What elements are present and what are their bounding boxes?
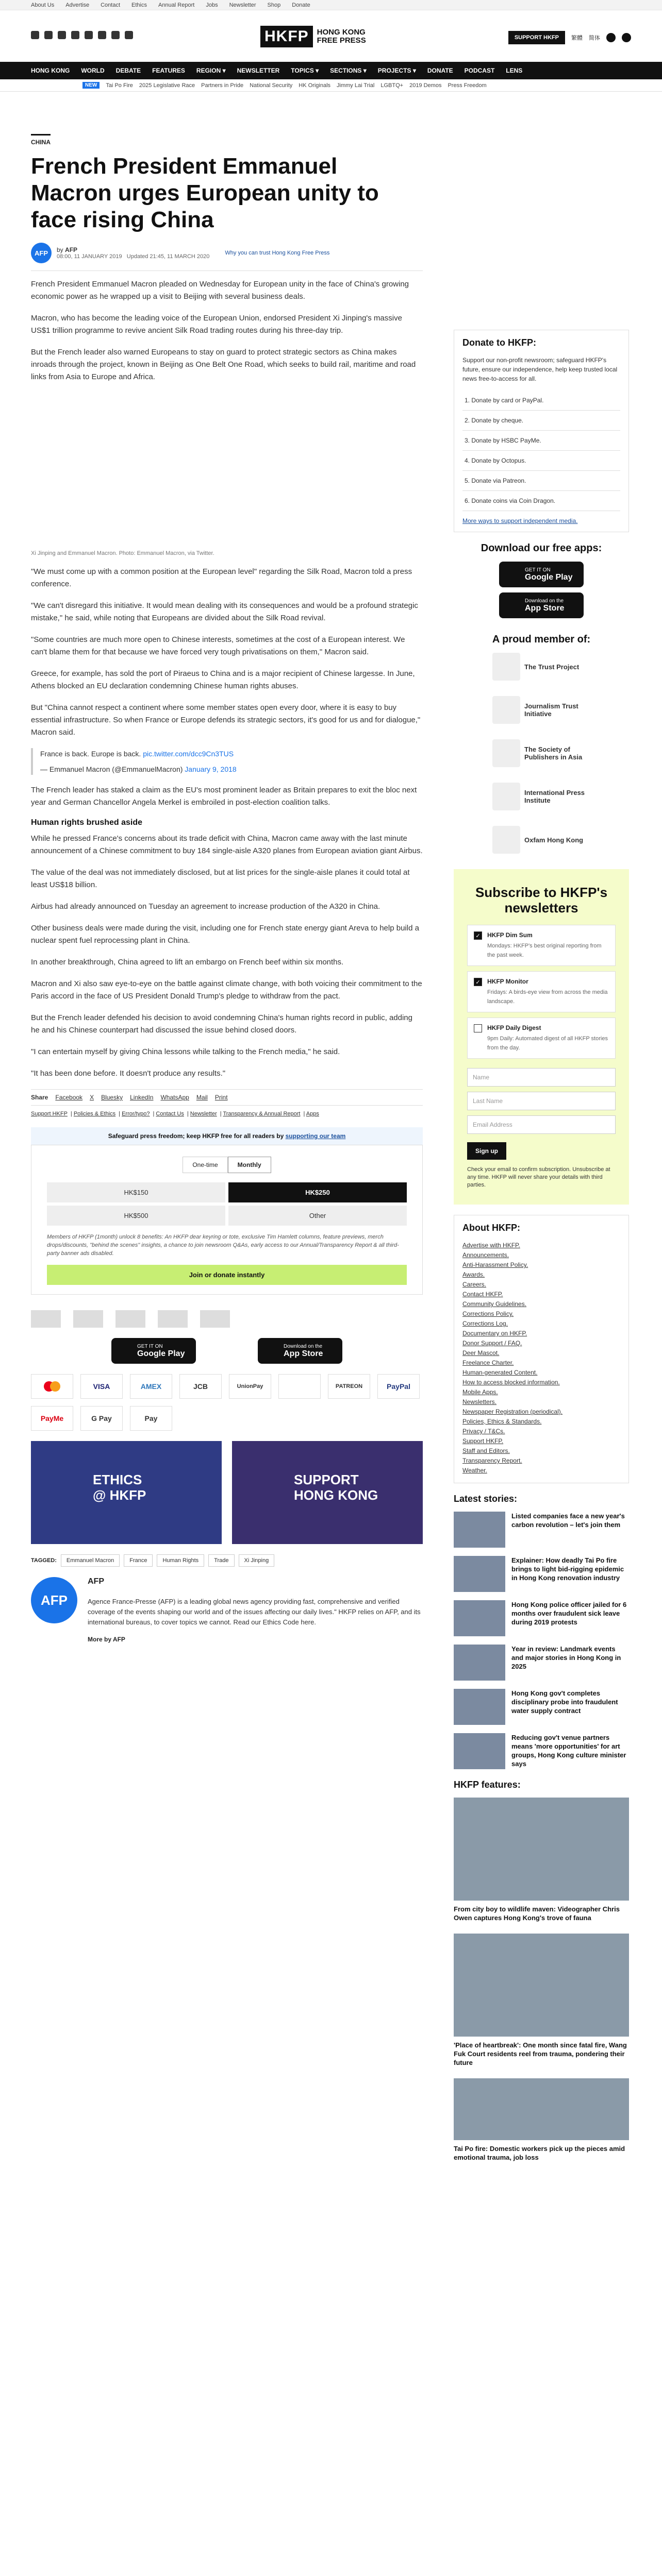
image-caption: Xi Jinping and Emmanuel Macron. Photo: Emmanuel Macron, via Twitter.	[31, 550, 214, 556]
story-thumbnail	[454, 1645, 505, 1681]
about-link[interactable]: Corrections Log.	[462, 1320, 508, 1327]
divider	[31, 270, 423, 271]
mastercard-icon	[31, 1374, 73, 1399]
ipi-logo	[158, 1310, 188, 1328]
article-image	[31, 393, 423, 547]
ethics-banner[interactable]: ETHICS @ HKFP	[31, 1441, 222, 1544]
support-hk-banner[interactable]: SUPPORT HONG KONG	[232, 1441, 423, 1544]
share-label: Share	[31, 1094, 48, 1101]
trust-project-icon	[492, 653, 520, 681]
account-icon[interactable]	[606, 33, 616, 42]
social-icons	[31, 31, 133, 39]
lang-tc-link[interactable]: 繁體	[571, 35, 583, 41]
share-whatsapp[interactable]: WhatsApp	[160, 1094, 189, 1101]
apple-pay-icon: Pay	[130, 1406, 172, 1431]
newsletter-fine-print: Check your email to confirm subscription. Unsubscribe at any time. HKFP will never share your details with third parties.	[467, 1166, 610, 1188]
paragraph: But the French leader defended his decision to avoid condemning China's human rights record in public, adding he and his Chinese counterpart had discussed the issue behind closed doors.	[31, 1013, 412, 1035]
amount-option[interactable]: HK$150	[47, 1182, 225, 1202]
share-print[interactable]: Print	[214, 1094, 228, 1101]
paragraph: Greece, for example, has sold the port of Piraeus to China and is a major recipient of Chinese largesse. In June, Athens blocked an EU declaration condemning Chinese human rights abuses.	[31, 669, 415, 690]
tweet-link[interactable]: pic.twitter.com/dcc9Cn3TUS	[143, 750, 234, 758]
oxfam-logo	[200, 1310, 230, 1328]
last-name-field[interactable]: Last Name	[467, 1092, 616, 1110]
facebook-icon[interactable]	[31, 31, 39, 39]
updated-date: Updated 21:45, 11 MARCH 2020	[126, 253, 210, 260]
features-list	[454, 1798, 629, 2162]
visa-icon: VISA	[80, 1374, 123, 1399]
paragraph: "We must come up with a common position at the European level" regarding the Silk Road, Macron told a press conference.	[31, 567, 412, 588]
features-title: HKFP features:	[454, 1780, 521, 1790]
author-box-name[interactable]: AFP	[88, 1577, 104, 1586]
sopa-logo	[115, 1310, 145, 1328]
about-link[interactable]: Support HKFP.	[462, 1437, 504, 1445]
about-link[interactable]: Deer Mascot.	[462, 1349, 500, 1357]
signup-button[interactable]: Sign up	[467, 1142, 506, 1160]
tweet-date[interactable]: January 9, 2018	[185, 765, 237, 773]
about-link[interactable]: Privacy / T&Cs.	[462, 1428, 505, 1435]
amount-grid	[47, 1182, 407, 1226]
about-link[interactable]: Announcements.	[462, 1251, 509, 1259]
threads-icon[interactable]	[71, 31, 79, 39]
paragraph: But the French leader also warned Europeans to stay on guard to protect strategic sectors as China makes inroads through the project, known in Beijing as One Belt One Road, which seeks to build rail, maritime and road links from Asia to Europe and Africa.	[31, 348, 416, 381]
paragraph: But "China cannot respect a continent where some member states open every door, where it is easy to buy essential infrastructure. So when France or Europe defends its strategic sectors, it's good for us and for dialogue," Macron said.	[31, 703, 421, 737]
top-link-about[interactable]: About Us	[31, 2, 55, 8]
about-link[interactable]: Newspaper Registration (periodical).	[462, 1408, 563, 1415]
why-trust-link[interactable]: Why you can trust Hong Kong Free Press	[225, 250, 330, 256]
footer-link[interactable]: Newsletter	[190, 1111, 217, 1117]
byline-by: by	[57, 246, 63, 253]
share-x[interactable]: X	[90, 1094, 94, 1101]
support-button[interactable]: SUPPORT HKFP	[508, 31, 565, 44]
tag-list	[31, 1554, 423, 1567]
newsletter-title: Subscribe to HKFP's newsletters	[475, 885, 608, 916]
checkbox-checked[interactable]: ✓	[474, 978, 482, 986]
donate-option[interactable]: 6. Donate coins via Coin Dragon.	[462, 491, 620, 511]
article-title: French President Emmanuel Macron urges European unity to face rising China	[31, 154, 379, 232]
top-link-ethics[interactable]: Ethics	[131, 2, 147, 8]
paragraph: "We can't disregard this initiative. It would mean dealing with its consequences and would be a profound strategic mistake," he said, while noting that Europeans are divided about the Silk Road revival.	[31, 601, 418, 622]
trust-project-logo	[31, 1310, 61, 1328]
category-label[interactable]: CHINA	[31, 134, 51, 146]
about-link[interactable]: Newsletters.	[462, 1398, 497, 1405]
footer-link[interactable]: Support HKFP	[31, 1111, 68, 1117]
latest-list	[454, 1512, 629, 1769]
donate-option[interactable]: 4. Donate by Octopus.	[462, 451, 620, 471]
trending-link[interactable]: HK Originals	[299, 82, 331, 89]
support-banner-text: Safeguard press freedom; keep HKFP free for all readers by	[108, 1132, 284, 1140]
amount-option[interactable]: HK$500	[47, 1206, 225, 1226]
proud-member-title: A proud member of:	[492, 634, 591, 645]
payment-methods	[31, 1374, 423, 1431]
about-link[interactable]: Policies, Ethics & Standards.	[462, 1418, 542, 1425]
author-box-avatar[interactable]: AFP	[31, 1577, 77, 1623]
paragraph: The value of the deal was not immediately disclosed, but at list prices for the single-aisle planes it could total at least US$18 billion.	[31, 868, 410, 889]
embedded-tweet	[31, 748, 423, 775]
feature-image	[454, 1798, 629, 1901]
section-heading: Human rights brushed aside	[31, 818, 143, 827]
member-list	[454, 653, 629, 854]
tag[interactable]: Emmanuel Macron	[61, 1554, 120, 1567]
apps-title: Download our free apps:	[481, 543, 602, 554]
donate-option[interactable]: 2. Donate by cheque.	[462, 411, 620, 431]
jti-icon	[492, 696, 520, 724]
paragraph: The French leader has staked a claim as the EU's most prominent leader as Britain prepares to exit the bloc next year and German Chancellor Angela Merkel is embroiled in post-election coalition talks.	[31, 786, 417, 807]
story-thumbnail	[454, 1556, 505, 1592]
name-field[interactable]: Name	[467, 1068, 616, 1087]
about-link[interactable]: Advertise with HKFP.	[462, 1242, 520, 1249]
sidebar	[454, 330, 629, 2173]
share-mail[interactable]: Mail	[196, 1094, 208, 1101]
apps-list	[454, 562, 629, 618]
paypal-icon: PayPal	[377, 1374, 420, 1399]
nav-podcast[interactable]: PODCAST	[464, 67, 495, 74]
author-box	[31, 1577, 423, 1644]
logo-mark: HKFP	[260, 26, 313, 47]
about-links	[462, 1241, 620, 1476]
trending-link[interactable]: Jimmy Lai Trial	[337, 82, 375, 89]
telegram-icon[interactable]	[111, 31, 120, 39]
byline	[31, 243, 423, 263]
paragraph: "I can entertain myself by giving China lessons while talking to the French media," he said.	[31, 1047, 340, 1056]
top-link-newsletter[interactable]: Newsletter	[229, 2, 256, 8]
feature-image	[454, 1934, 629, 2037]
bluesky-icon[interactable]	[125, 31, 133, 39]
checkbox-unchecked[interactable]	[474, 1024, 482, 1032]
app-store-badge[interactable]: Download on the App Store	[258, 1338, 342, 1364]
newsletter-option[interactable]: ✓ HKFP Monitor Fridays: A birds-eye view from across the media landscape.	[467, 971, 616, 1012]
share-facebook[interactable]: Facebook	[55, 1094, 83, 1101]
member-oxfam[interactable]: Oxfam Hong Kong	[492, 826, 590, 854]
google-play-badge[interactable]: GET IT ON Google Play	[499, 562, 584, 587]
more-ways-link[interactable]: More ways to support independent media.	[462, 517, 578, 524]
share-bluesky[interactable]: Bluesky	[101, 1094, 123, 1101]
newsletter-option[interactable]: HKFP Daily Digest 9pm Daily: Automated digest of all HKFP stories from the day.	[467, 1018, 616, 1059]
tag[interactable]: France	[124, 1554, 153, 1567]
author-bio: Agence France-Presse (AFP) is a leading global news agency providing fast, comprehensive and verified coverage of the events shaping our world and of the issues affecting our daily lives." HKFP relies on AFP, and its international bureaus, to cover topics we cannot. Read our Ethics Code here.	[88, 1598, 421, 1626]
member-jti[interactable]: Journalism Trust Initiative	[492, 696, 590, 724]
byline-author[interactable]: AFP	[65, 246, 78, 253]
paragraph: Other business deals were made during the visit, including one for French state energy giant Areva to help build a nuclear spent fuel reprocessing plant in China.	[31, 924, 419, 945]
about-link[interactable]: Transparency Report.	[462, 1457, 522, 1464]
ipi-icon	[492, 783, 520, 810]
about-link[interactable]: Mobile Apps.	[462, 1388, 498, 1396]
trending-link[interactable]: LGBTQ+	[380, 82, 404, 89]
nav-sections[interactable]: SECTIONS ▾	[330, 67, 367, 74]
frequency-toggle	[47, 1157, 407, 1173]
jcb-icon: JCB	[179, 1374, 222, 1399]
nav-projects[interactable]: PROJECTS ▾	[377, 67, 416, 74]
lang-sc-link[interactable]: 简体	[589, 35, 600, 41]
email-field[interactable]: Email Address	[467, 1115, 616, 1134]
paragraph: French President Emmanuel Macron pleaded on Wednesday for European unity in the face of China's growing economic power as he wrapped up a visit to Beijing with several business deals.	[31, 280, 409, 301]
trending-bar	[0, 79, 662, 92]
membership-note: Members of HKFP (1month) unlock 8 benefits: An HKFP dear keyring or tote, exclusive Tim Hamlett columns, feature previews, merch drops/discounts, "behind the scenes" insights, a chance to join newsroom Q&As, early access to our Annual/Transparency Report & all third-party banner ads disabled.	[47, 1234, 399, 1257]
donate-widget	[31, 1145, 423, 1295]
tag[interactable]: Trade	[208, 1554, 234, 1567]
story-thumbnail	[454, 1689, 505, 1725]
tweet-text: France is back. Europe is back.	[40, 750, 141, 758]
google-pay-icon: G Pay	[80, 1406, 123, 1431]
top-link-donate[interactable]: Donate	[292, 2, 310, 8]
latest-story[interactable]: Listed companies face a new year's carbon revolution – let's join them	[454, 1512, 629, 1548]
about-link[interactable]: Awards.	[462, 1271, 485, 1278]
about-link[interactable]: Donor Support / FAQ.	[462, 1340, 522, 1347]
top-link-jobs[interactable]: Jobs	[206, 2, 218, 8]
latest-title: Latest stories:	[454, 1494, 518, 1504]
donate-option[interactable]: 5. Donate via Patreon.	[462, 471, 620, 491]
paragraph: Macron and Xi also saw eye-to-eye on the battle against climate change, with both voicing their commitment to the Paris accord in the face of US President Donald Trump's pledge to withdraw from the pact.	[31, 979, 422, 1001]
trending-link[interactable]: 2019 Demos	[409, 82, 442, 89]
about-link[interactable]: Community Guidelines.	[462, 1300, 527, 1308]
nav-features[interactable]: FEATURES	[152, 67, 185, 74]
nav-world[interactable]: WORLD	[81, 67, 105, 74]
newsletter-option[interactable]: ✓ HKFP Dim Sum Mondays: HKFP's best original reporting from the past week.	[467, 925, 616, 966]
checkbox-checked[interactable]: ✓	[474, 931, 482, 940]
about-link[interactable]: Weather.	[462, 1467, 487, 1474]
publish-date: 08:00, 11 JANUARY 2019	[57, 253, 122, 260]
feature-story[interactable]: From city boy to wildlife maven: Videographer Chris Owen captures Hong Kong's trove of fauna	[454, 1798, 629, 1922]
trending-link[interactable]: Tai Po Fire	[106, 82, 133, 89]
paragraph: Macron, who has become the leading voice of the European Union, endorsed President Xi Jinping's massive US$1 trillion programme to revive ancient Silk Road trading routes during his three-day trip.	[31, 314, 402, 335]
about-link[interactable]: Documentary on HKFP.	[462, 1330, 527, 1337]
footer-link[interactable]: Transparency & Annual Report	[223, 1111, 301, 1117]
search-icon[interactable]	[622, 33, 631, 42]
x-icon[interactable]	[44, 31, 53, 39]
feature-story[interactable]: 'Place of heartbreak': One month since fatal fire, Wang Fuk Court residents reel from trauma, pondering their future	[454, 1934, 629, 2067]
donate-option[interactable]: 1. Donate by card or PayPal.	[462, 391, 620, 411]
about-link[interactable]: Human-generated Content.	[462, 1369, 538, 1376]
monthly-option[interactable]: Monthly	[228, 1157, 271, 1173]
tag[interactable]: Xi Jinping	[239, 1554, 275, 1567]
nav-hong-kong[interactable]: HONG KONG	[31, 67, 70, 74]
latest-story[interactable]: Year in review: Landmark events and major stories in Hong Kong in 2025	[454, 1645, 629, 1681]
main-nav	[0, 62, 662, 79]
paragraph: "Some countries are much more open to Chinese interests, sometimes at the cost of a European interest. We can't blame them for that because we have forced very tough privatisations on them," Macron said.	[31, 635, 405, 656]
header-actions	[508, 31, 631, 44]
nav-topics[interactable]: TOPICS ▾	[291, 67, 319, 74]
about-link[interactable]: Anti-Harassment Policy.	[462, 1261, 528, 1268]
more-by-author-link[interactable]: More by AFP	[88, 1636, 125, 1643]
about-link[interactable]: Contact HKFP.	[462, 1291, 503, 1298]
paragraph: While he pressed France's concerns about its trade deficit with China, Macron came away with the last minute announcement of a Chinese commitment to buy 184 single-aisle A320 planes from European aviation giant Airbus.	[31, 834, 423, 855]
octopus-icon	[278, 1374, 321, 1399]
trending-link[interactable]: National Security	[250, 82, 293, 89]
new-badge: NEW	[82, 82, 100, 89]
story-thumbnail	[454, 1733, 505, 1769]
join-button[interactable]: Join or donate instantly	[47, 1265, 407, 1285]
nav-debate[interactable]: DEBATE	[115, 67, 141, 74]
top-link-advertise[interactable]: Advertise	[65, 2, 90, 8]
footer-link[interactable]: Policies & Ethics	[73, 1111, 116, 1117]
member-sopa[interactable]: The Society of Publishers in Asia	[492, 739, 590, 767]
latest-story[interactable]: Explainer: How deadly Tai Po fire brings to light bid-rigging epidemic in Hong Kong renovation industry	[454, 1556, 629, 1592]
amount-option-selected[interactable]: HK$250	[228, 1182, 407, 1202]
feature-image	[454, 2078, 629, 2140]
story-thumbnail	[454, 1512, 505, 1548]
newsletter-box	[454, 869, 629, 1205]
member-logos-row	[31, 1310, 423, 1328]
support-banner	[31, 1127, 423, 1145]
promo-banners	[31, 1441, 423, 1544]
nav-newsletter[interactable]: NEWSLETTER	[237, 67, 280, 74]
paragraph: "It has been done before. It doesn't produce any results."	[31, 1069, 226, 1078]
amex-icon: AMEX	[130, 1374, 172, 1399]
header	[0, 10, 662, 62]
about-box	[454, 1215, 629, 1483]
instagram-icon[interactable]	[58, 31, 66, 39]
about-link[interactable]: How to access blocked information.	[462, 1379, 560, 1386]
linkedin-icon[interactable]	[98, 31, 106, 39]
member-trust-project[interactable]: The Trust Project	[492, 653, 590, 681]
site-logo[interactable]	[260, 26, 366, 47]
footer-link[interactable]: Error/typo?	[122, 1111, 150, 1117]
top-link-annual-report[interactable]: Annual Report	[158, 2, 195, 8]
donate-option[interactable]: 3. Donate by HSBC PayMe.	[462, 431, 620, 451]
support-team-link[interactable]: supporting our team	[285, 1132, 346, 1140]
about-link[interactable]: Corrections Policy.	[462, 1310, 514, 1317]
latest-story[interactable]: Hong Kong police officer jailed for 6 months over fraudulent sick leave during 2019 protests	[454, 1600, 629, 1636]
top-utility-bar	[0, 0, 662, 10]
feature-story[interactable]: Tai Po fire: Domestic workers pick up the pieces amid emotional trauma, job loss	[454, 2078, 629, 2162]
tweet-author: — Emmanuel Macron (@EmmanuelMacron)	[40, 765, 183, 773]
donate-title: Donate to HKFP:	[462, 337, 536, 348]
story-thumbnail	[454, 1600, 505, 1636]
oxfam-icon	[492, 826, 520, 854]
payme-icon: PayMe	[31, 1406, 73, 1431]
footer-link[interactable]: Apps	[306, 1111, 319, 1117]
trending-link[interactable]: 2025 Legislative Race	[139, 82, 195, 89]
article-footer-links: Support HKFP | Policies & Ethics | Error/typo? | Contact Us | Newsletter | Transparency & Annual Report | Apps	[31, 1111, 319, 1117]
nav-donate[interactable]: DONATE	[427, 67, 453, 74]
app-badges-row	[31, 1338, 423, 1364]
sopa-icon	[492, 739, 520, 767]
amount-option[interactable]: Other	[228, 1206, 407, 1226]
top-link-contact[interactable]: Contact	[101, 2, 121, 8]
share-bar	[31, 1089, 423, 1106]
unionpay-icon: UnionPay	[229, 1374, 271, 1399]
about-link[interactable]: Staff and Editors.	[462, 1447, 510, 1454]
latest-story[interactable]: Reducing gov't venue partners means 'more opportunities' for art groups, Hong Kong culture minister says	[454, 1733, 629, 1769]
donate-box	[454, 330, 629, 532]
jti-logo	[73, 1310, 103, 1328]
app-store-badge[interactable]: Download on the App Store	[499, 592, 584, 618]
patreon-icon: PATREON	[328, 1374, 370, 1399]
author-avatar[interactable]: AFP	[31, 243, 52, 263]
one-time-option[interactable]: One-time	[183, 1157, 227, 1173]
trending-link[interactable]: Partners in Pride	[201, 82, 244, 89]
donate-lead: Support our non-profit newsroom; safeguard HKFP's future, ensure our independence, help keep trusted local news free-to-access for all.	[462, 357, 618, 382]
member-ipi[interactable]: International Press Institute	[492, 783, 590, 810]
tagged-label: TAGGED:	[31, 1557, 57, 1564]
tag[interactable]: Human Rights	[157, 1554, 204, 1567]
top-link-shop[interactable]: Shop	[267, 2, 281, 8]
footer-link[interactable]: Contact Us	[156, 1111, 184, 1117]
trending-link[interactable]: Press Freedom	[448, 82, 487, 89]
about-title: About HKFP:	[462, 1223, 520, 1233]
about-link[interactable]: Careers.	[462, 1281, 487, 1288]
nav-lens[interactable]: LENS	[506, 67, 523, 74]
paragraph: In another breakthrough, China agreed to lift an embargo on French beef within six months.	[31, 958, 344, 967]
paragraph: Airbus had already announced on Tuesday an agreement to increase production of the A320 in China.	[31, 902, 380, 911]
youtube-icon[interactable]	[85, 31, 93, 39]
about-link[interactable]: Freelance Charter.	[462, 1359, 514, 1366]
latest-story[interactable]: Hong Kong gov't completes disciplinary probe into fraudulent water supply contract	[454, 1689, 629, 1725]
nav-region[interactable]: REGION ▾	[196, 67, 226, 74]
logo-text: HONG KONG FREE PRESS	[317, 28, 366, 45]
google-play-badge[interactable]: GET IT ON Google Play	[111, 1338, 196, 1364]
article	[31, 134, 423, 1644]
share-linkedin[interactable]: LinkedIn	[130, 1094, 154, 1101]
